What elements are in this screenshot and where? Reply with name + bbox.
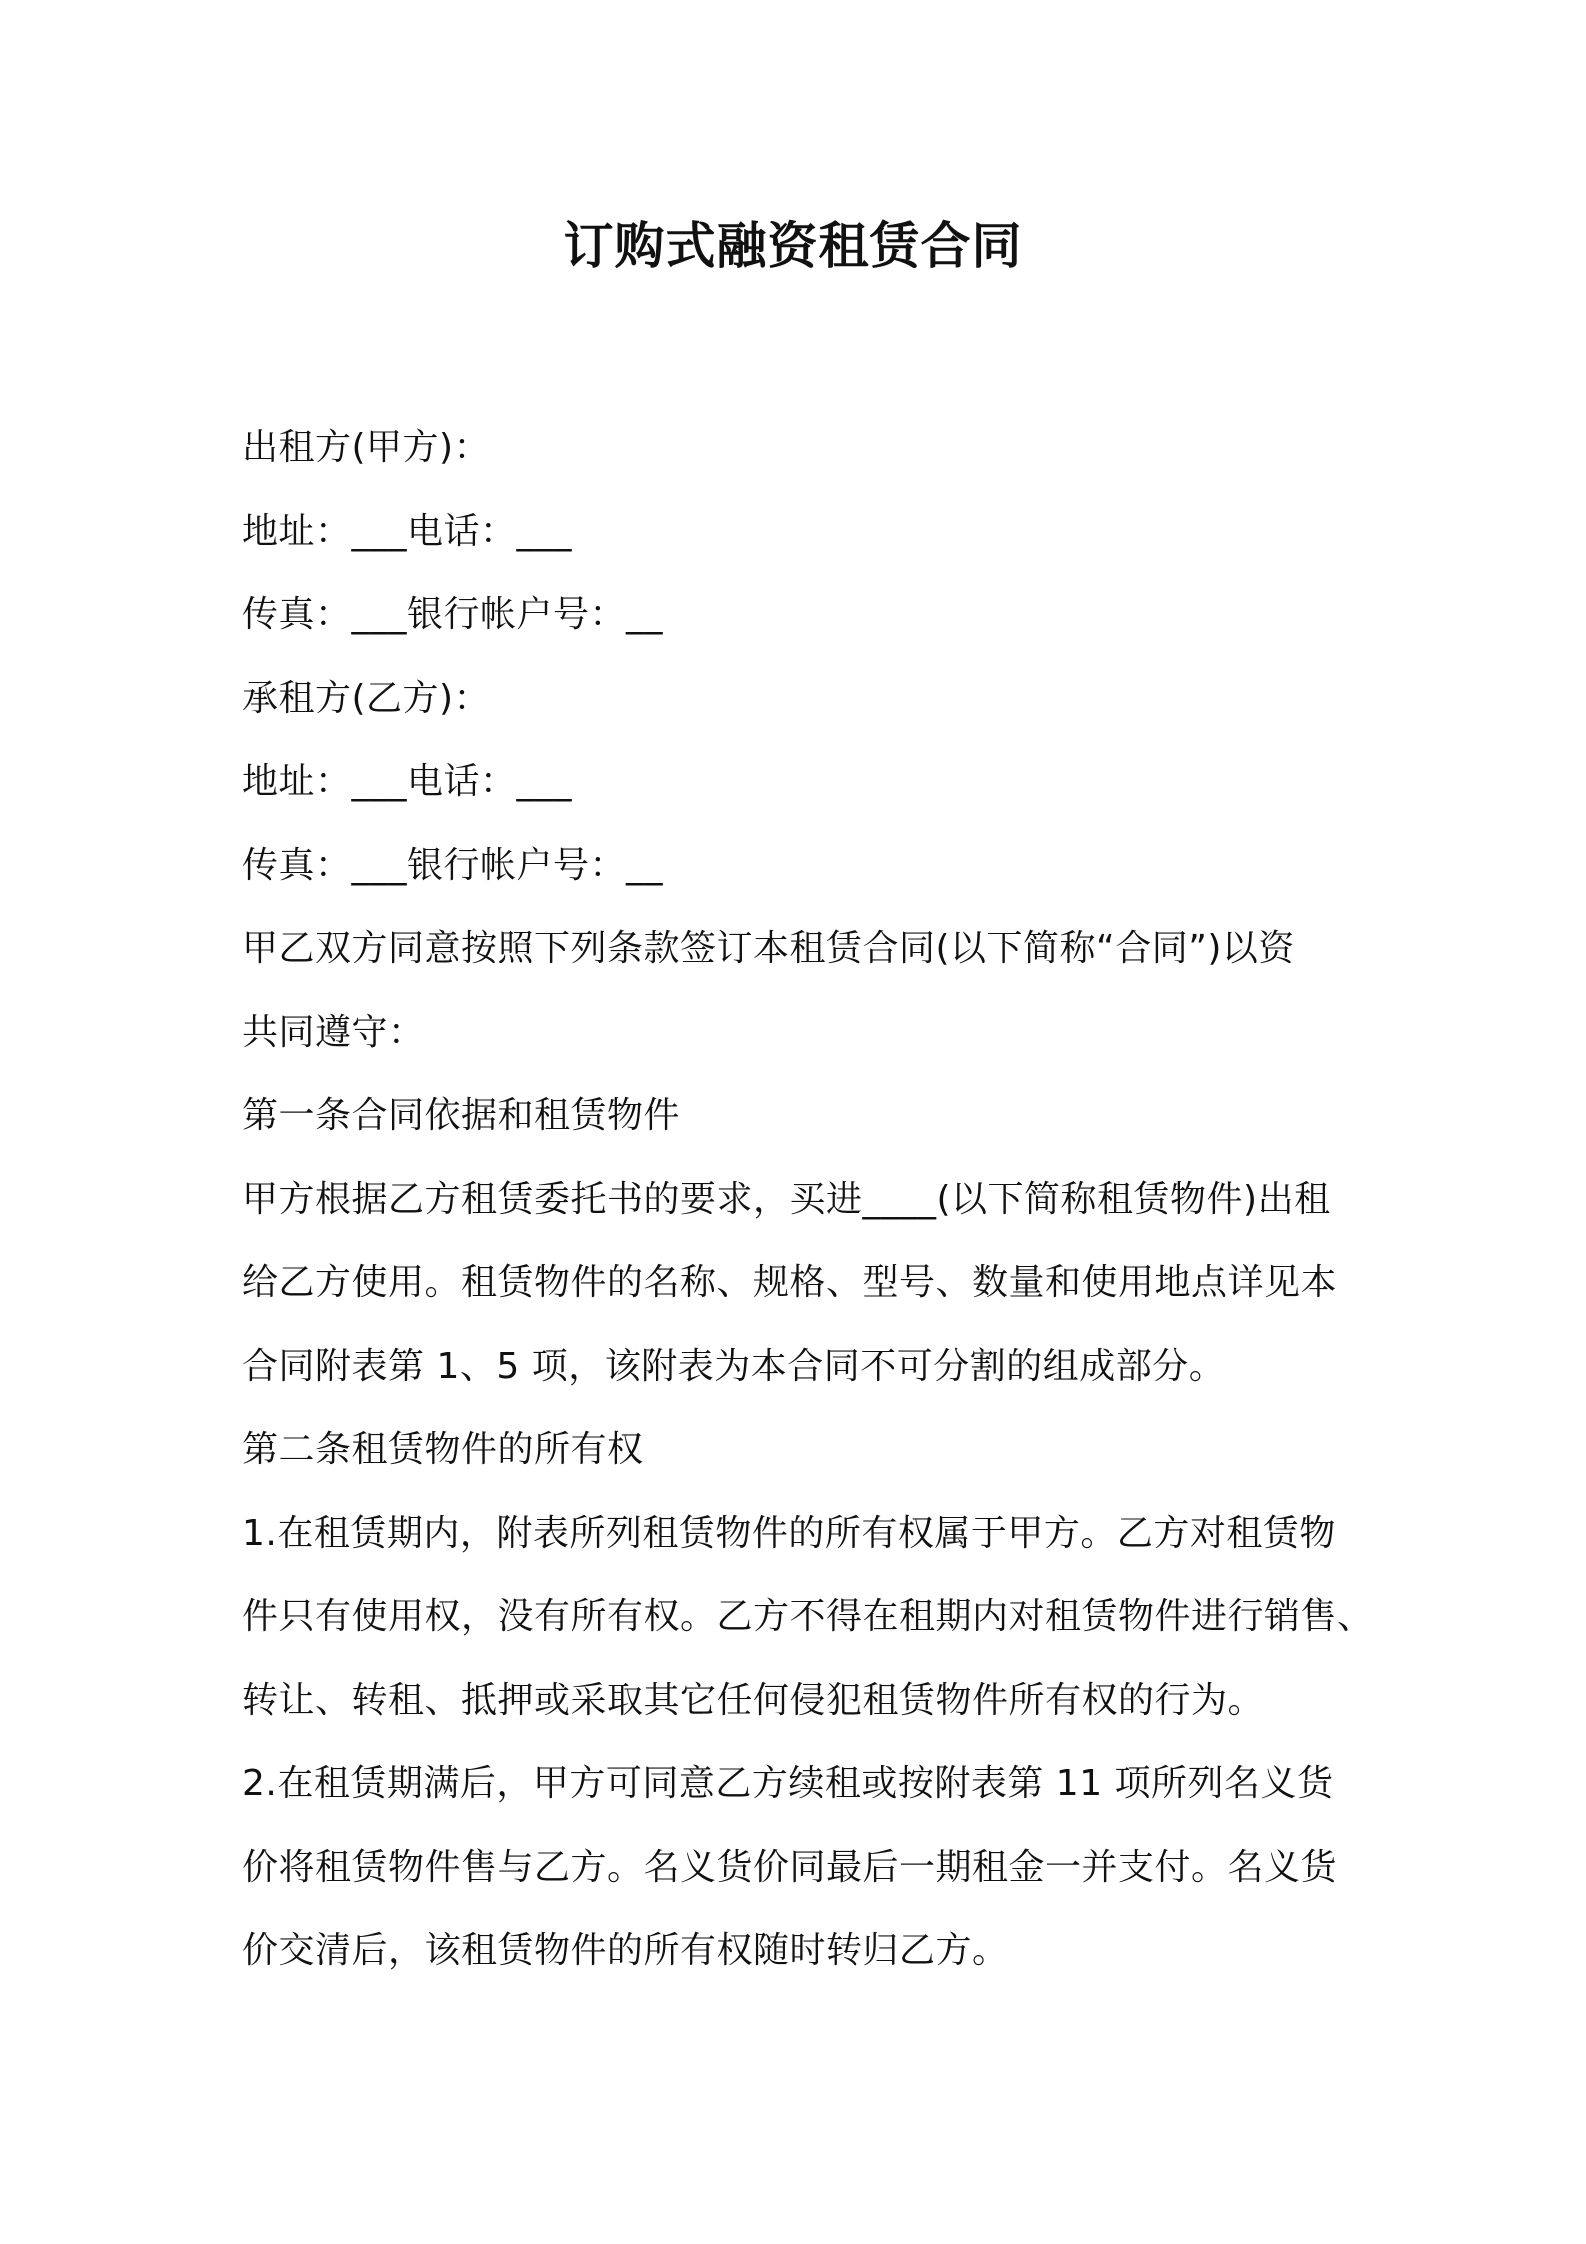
lessor-heading: 出租方(甲方)：: [242, 427, 491, 468]
article-2-heading: 第二条租赁物件的所有权: [242, 1429, 644, 1470]
lessee-fax-bank: 传真：___银行帐户号：__: [242, 844, 664, 886]
article-2-clause-2-line-3: 价交清后，该租赁物件的所有权随时转归乙方。: [242, 1930, 1009, 1971]
document-body: [242, 406, 1374, 1993]
article-2-clause-1-line-2: 件只有使用权，没有所有权。乙方不得在租期内对租赁物件进行销售、: [242, 1596, 1374, 1637]
article-1-line-3: 合同附表第 1、5 项，该附表为本合同不可分割的组成部分。: [242, 1345, 1226, 1387]
lessee-heading: 承租方(乙方)：: [242, 677, 491, 719]
article-2-clause-1-line-3: 转让、转租、抵押或采取其它任何侵犯租赁物件所有权的行为。: [242, 1679, 1265, 1721]
article-2-clause-2-line-1: 2.在租赁期满后，甲方可同意乙方续租或按附表第 11 项所列名义货: [242, 1763, 1334, 1804]
intro-line-2: 共同遵守：: [242, 1011, 425, 1053]
article-1-line-1: 甲方根据乙方租赁委托书的要求，买进____(以下简称租赁物件)出租: [242, 1178, 1331, 1220]
article-2-clause-1-line-1: 1.在租赁期内，附表所列租赁物件的所有权属于甲方。乙方对租赁物: [242, 1512, 1336, 1554]
lessee-address-phone: 地址：___电话：___: [242, 761, 573, 802]
document-title: 订购式融资租赁合同: [563, 217, 1023, 275]
lessor-fax-bank: 传真：___银行帐户号：__: [242, 594, 664, 635]
article-1-heading: 第一条合同依据和租赁物件: [242, 1095, 681, 1136]
lessor-address-phone: 地址：___电话：___: [242, 510, 573, 552]
article-2-clause-2-line-2: 价将租赁物件售与乙方。名义货价同最后一期租金一并支付。名义货: [242, 1846, 1338, 1888]
intro-line-1: 甲乙双方同意按照下列条款签订本租赁合同(以下简称“合同”)以资: [242, 928, 1295, 969]
article-1-line-2: 给乙方使用。租赁物件的名称、规格、型号、数量和使用地点详见本: [242, 1262, 1338, 1303]
